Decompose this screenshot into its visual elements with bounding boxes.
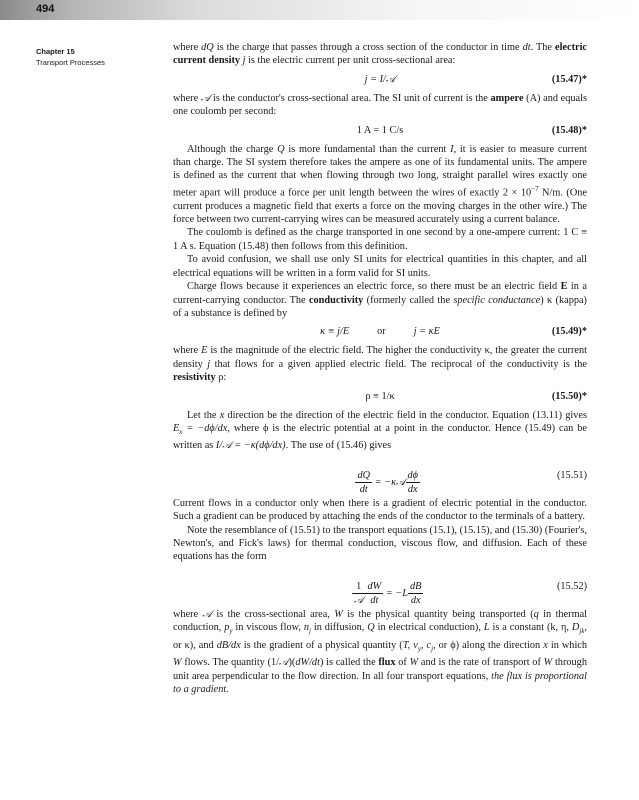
- equation-number: (15.51): [556, 469, 587, 481]
- equation-15-49: κ ≡ j/E or j = κE (15.49)*: [320, 326, 587, 338]
- equation-15-50: ρ ≡ 1/κ (15.50)*: [365, 390, 587, 402]
- equation-15-47: j = I/𝒜 (15.47)*: [364, 73, 587, 85]
- page-header-bar: [0, 0, 639, 20]
- running-sidebar: [36, 46, 164, 68]
- paragraph-current-density: where dQ is the charge that passes through a cross section of the conductor in time dt. The electric current density j is the electric current per unit cross-sectional area:: [173, 42, 588, 67]
- page-number: 494: [36, 3, 55, 15]
- chapter-label: Chapter 15: [36, 47, 75, 56]
- paragraph-si-units: To avoid confusion, we shall use only SI units for electrical quantities in this chapter, and all electrical equations will be written in a form valid for SI units.: [173, 254, 587, 279]
- paragraph-field-direction: Let the x direction be the direction of the electric field in the conductor. Equation (13.11) gives $E_x = -d\phi/dx$, where ϕ is the electric potential at a point in the conductor. Hence (15.49) can be written as I/𝒜 = −κ(dϕ/dx). The use of (15.46) gives: [173, 409, 588, 452]
- equation-15-52: $\frac{1}{\text{𝒜}}$ $\frac{dW}{dt}$ = −L $\frac{dB}{dx}$ (15.52): [354, 580, 587, 607]
- section-label: Transport Processes: [36, 58, 105, 67]
- equation-number: (15.47)*: [551, 73, 587, 85]
- equation-15-51: $\frac{dQ}{dt}$ = −κ𝒜 $\frac{d\phi}{dx}$ (15.51): [357, 469, 587, 496]
- paragraph-transport-resemblance: Note the resemblance of (15.51) to the transport equations (15.1), (15.15), and (15.30) (Fourier's, Newton's, and Fick's laws) for thermal conduction, viscous flow, and diffusion. Each of these equations has the form: [173, 524, 587, 563]
- paragraph-resistivity: where E is the magnitude of the electric field. The higher the conductivity κ, the greater the current density j that flows for a given applied electric field. The reciprocal of the conductivity is the resistivity ρ:: [173, 345, 587, 384]
- paragraph-ampere: where 𝒜 is the conductor's cross-sectional area. The SI unit of current is the ampere (A) and equals one coulomb per second:: [173, 92, 587, 118]
- paragraph-coulomb: The coulomb is defined as the charge transported in one second by a one-ampere current: 1 C ≡ 1 A s. Equation (15.48) then follows from this definition.: [173, 227, 587, 252]
- equation-number: (15.48)*: [551, 124, 587, 136]
- paragraph-conductivity: Charge flows because it experiences an electric force, so there must be an electric field E in a current-carrying conductor. The conductivity (formerly called the specific conductance) κ (kappa) of a substance is defined by: [173, 281, 587, 319]
- paragraph-potential-gradient: Current flows in a conductor only when there is a gradient of electric potential in the conductor. Such a gradient can be produced by attaching the ends of the conductor to the terminals of a battery.: [173, 497, 587, 523]
- body-text: [173, 41, 587, 696]
- paragraph-ampere-definition: Although the charge Q is more fundamental than the current I, it is easier to measure current than charge. The SI system therefore takes the ampere as one of its fundamental units. The ampere is defined as the current that when flowing through two long, straight parallel wires exactly one meter apart will produce a force per unit length between the wires of exactly $2 \times 10^{-7}$ N/m. (One current produces a magnetic field that exerts a force on the moving charges in the other wire.) The force between two current-carrying wires can be measured accurately using a current balance.: [173, 143, 587, 226]
- equation-number: (15.49)*: [551, 326, 587, 338]
- equation-15-48: 1 A = 1 C/s (15.48)*: [356, 124, 587, 136]
- paragraph-flux: where 𝒜 is the cross-sectional area, W is the physical quantity being transported (q in thermal conduction, $p_y$ in viscous flow, $n_j$ in diffusion, Q in electrical conduction), L is a constant (k, η, $D_{jk}$, or κ), and dB/dx is the gradient of a physical quantity (T, $v_y$, $c_j$, or ϕ) along the direction x in which W flows. The quantity (1/𝒜)(dW/dt) is called the flux of W and is the rate of transport of W through unit area perpendicular to the flow direction. In all four transport equations, the flux is proportional to a gradient.: [173, 608, 588, 695]
- equation-number: (15.52): [556, 580, 587, 592]
- equation-number: (15.50)*: [551, 390, 587, 402]
